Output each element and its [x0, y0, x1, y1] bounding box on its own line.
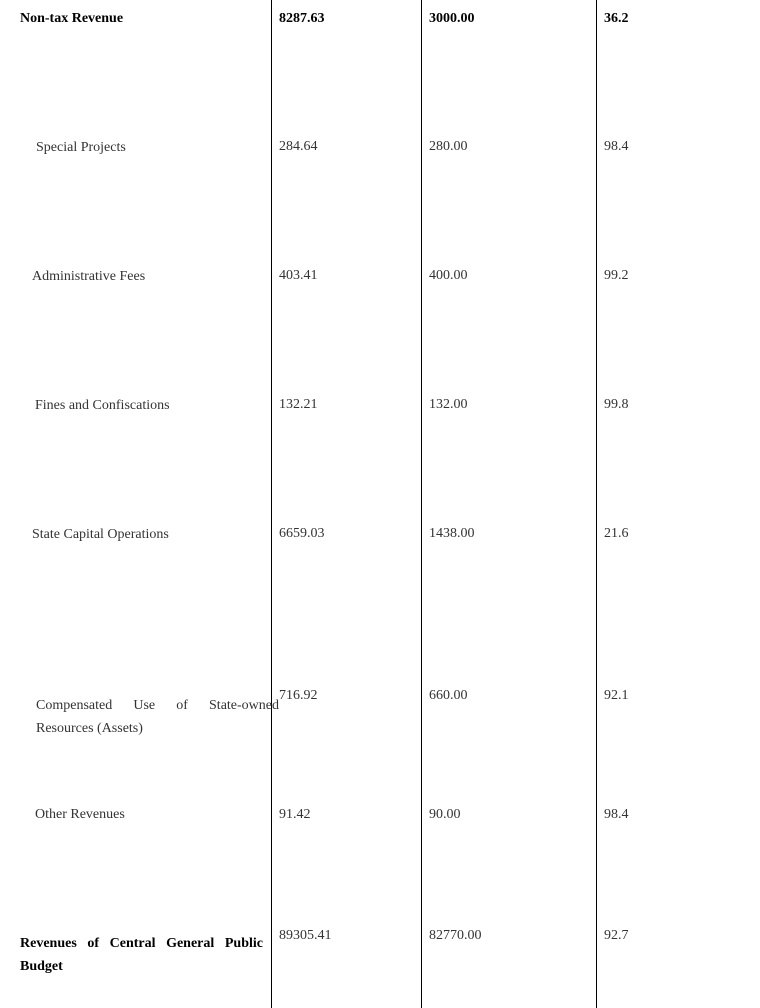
row-label: Non-tax Revenue [20, 11, 124, 26]
value-cell: 92.7 [604, 928, 629, 943]
value-cell: 36.2 [604, 11, 629, 26]
value-cell: 21.6 [604, 526, 629, 541]
value-cell: 99.8 [604, 397, 629, 412]
value-cell: 89305.41 [279, 928, 332, 943]
value-cell: 284.64 [279, 139, 318, 154]
value-cell: 98.4 [604, 807, 629, 822]
value-cell: 1438.00 [429, 526, 475, 541]
row-label: State Capital Operations [32, 527, 169, 542]
row-label: Other Revenues [35, 807, 125, 822]
value-cell: 3000.00 [429, 11, 475, 26]
column-divider [596, 0, 597, 1008]
value-cell: 716.92 [279, 688, 318, 703]
row-label: Revenues of Central General Public Budget [20, 936, 263, 974]
value-cell: 98.4 [604, 139, 629, 154]
value-cell: 403.41 [279, 268, 318, 283]
value-cell: 91.42 [279, 807, 311, 822]
value-cell: 132.00 [429, 397, 468, 412]
row-label: Compensated Use of State-owned Resources (Assets) [36, 698, 279, 736]
value-cell: 92.1 [604, 688, 629, 703]
value-cell: 280.00 [429, 139, 468, 154]
value-cell: 400.00 [429, 268, 468, 283]
column-divider [421, 0, 422, 1008]
row-label: Special Projects [36, 140, 126, 155]
row-label: Administrative Fees [32, 269, 146, 284]
value-cell: 660.00 [429, 688, 468, 703]
value-cell: 82770.00 [429, 928, 482, 943]
value-cell: 90.00 [429, 807, 461, 822]
value-cell: 132.21 [279, 397, 318, 412]
value-cell: 6659.03 [279, 526, 325, 541]
value-cell: 8287.63 [279, 11, 325, 26]
value-cell: 99.2 [604, 268, 629, 283]
row-label: Fines and Confiscations [35, 398, 170, 413]
column-divider [271, 0, 272, 1008]
